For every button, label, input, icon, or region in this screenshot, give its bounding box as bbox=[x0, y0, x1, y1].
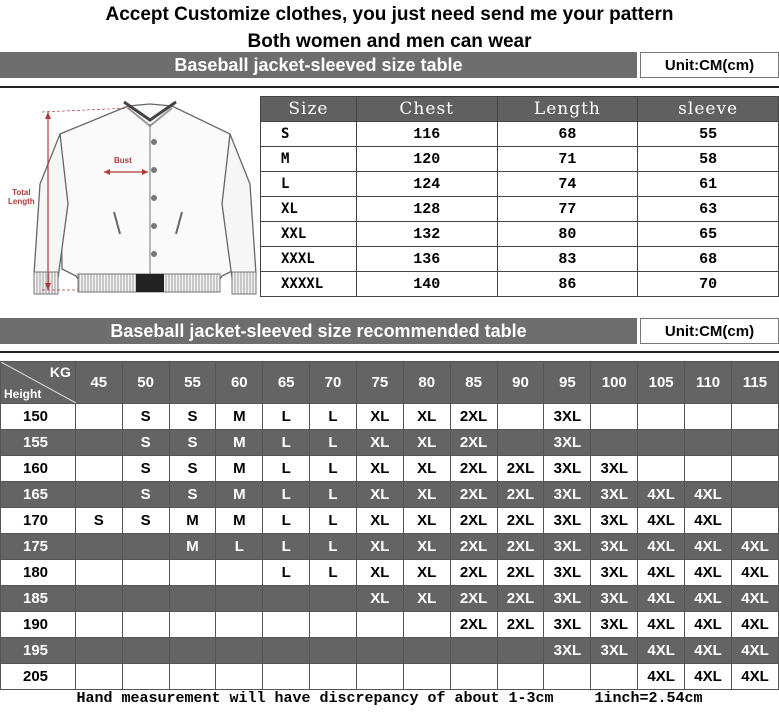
size-recommendation-cell: M bbox=[216, 508, 263, 534]
size-recommendation-cell: L bbox=[263, 508, 310, 534]
size-recommendation-cell: 2XL bbox=[450, 508, 497, 534]
length-cell: 68 bbox=[497, 122, 638, 147]
size-recommendation-cell bbox=[638, 404, 685, 430]
size-recommendation-cell: 4XL bbox=[731, 586, 778, 612]
divider bbox=[0, 86, 779, 88]
size-recommendation-cell: M bbox=[216, 482, 263, 508]
size-table-row bbox=[261, 172, 779, 197]
sleeve-header: sleeve bbox=[638, 97, 779, 122]
chest-cell: 140 bbox=[356, 272, 497, 297]
size-recommendation-cell bbox=[731, 482, 778, 508]
rec-table-row bbox=[1, 508, 779, 534]
weight-header: 90 bbox=[497, 362, 544, 404]
weight-header: 70 bbox=[310, 362, 357, 404]
size-recommendation-cell: XL bbox=[403, 404, 450, 430]
rec-table-row bbox=[1, 430, 779, 456]
weight-header: 55 bbox=[169, 362, 216, 404]
size-recommendation-cell bbox=[169, 612, 216, 638]
size-cell: M bbox=[261, 147, 357, 172]
size-recommendation-cell: 3XL bbox=[544, 430, 591, 456]
rec-table-row bbox=[1, 586, 779, 612]
weight-header: 60 bbox=[216, 362, 263, 404]
height-cell: 155 bbox=[1, 430, 76, 456]
height-cell: 190 bbox=[1, 612, 76, 638]
size-recommendation-cell bbox=[169, 560, 216, 586]
size-recommendation-cell bbox=[731, 508, 778, 534]
size-recommendation-cell: 3XL bbox=[591, 586, 638, 612]
total-length-label bbox=[8, 188, 35, 206]
size-recommendation-cell: 2XL bbox=[450, 404, 497, 430]
weight-header: 50 bbox=[122, 362, 169, 404]
size-recommendation-cell bbox=[731, 404, 778, 430]
bust-label: Bust bbox=[114, 156, 132, 165]
size-recommendation-cell bbox=[216, 560, 263, 586]
size-recommendation-cell bbox=[216, 586, 263, 612]
rec-table-row bbox=[1, 560, 779, 586]
chest-cell: 136 bbox=[356, 247, 497, 272]
size-recommendation-cell: M bbox=[169, 534, 216, 560]
size-recommendation-cell: 3XL bbox=[544, 638, 591, 664]
size-recommendation-cell bbox=[310, 638, 357, 664]
size-cell: XXL bbox=[261, 222, 357, 247]
size-recommendation-cell bbox=[263, 586, 310, 612]
size-recommendation-cell: L bbox=[310, 430, 357, 456]
size-recommendation-cell: 3XL bbox=[544, 456, 591, 482]
chest-cell: 128 bbox=[356, 197, 497, 222]
size-recommendation-cell: 3XL bbox=[591, 456, 638, 482]
size-recommendation-cell bbox=[497, 404, 544, 430]
weight-header: 45 bbox=[75, 362, 122, 404]
size-recommendation-cell bbox=[169, 586, 216, 612]
length-cell: 71 bbox=[497, 147, 638, 172]
size-table-row bbox=[261, 222, 779, 247]
size-recommendation-cell: L bbox=[310, 404, 357, 430]
size-recommendation-cell: 4XL bbox=[638, 508, 685, 534]
size-recommendation-cell: XL bbox=[403, 456, 450, 482]
size-recommendation-cell: L bbox=[216, 534, 263, 560]
size-recommendation-cell: 3XL bbox=[591, 638, 638, 664]
size-recommendation-cell: XL bbox=[356, 430, 403, 456]
size-recommendation-cell bbox=[497, 638, 544, 664]
size-recommendation-cell: XL bbox=[356, 482, 403, 508]
size-cell: XXXXL bbox=[261, 272, 357, 297]
size-recommendation-cell: 3XL bbox=[591, 534, 638, 560]
size-recommendation-cell bbox=[591, 404, 638, 430]
size-recommendation-cell: S bbox=[169, 482, 216, 508]
size-recommendation-cell: S bbox=[122, 508, 169, 534]
sleeve-cell: 58 bbox=[638, 147, 779, 172]
size-recommendation-cell: 4XL bbox=[731, 612, 778, 638]
size-recommendation-cell: L bbox=[310, 560, 357, 586]
size-recommendation-cell: S bbox=[75, 508, 122, 534]
size-recommendation-cell bbox=[75, 560, 122, 586]
size-table-row bbox=[261, 272, 779, 297]
size-recommendation-cell bbox=[685, 456, 732, 482]
size-recommendation-cell: M bbox=[216, 456, 263, 482]
size-cell: XXXL bbox=[261, 247, 357, 272]
height-cell: 150 bbox=[1, 404, 76, 430]
size-recommendation-cell: 4XL bbox=[638, 534, 685, 560]
divider bbox=[0, 351, 779, 353]
size-recommendation-cell bbox=[122, 586, 169, 612]
size-recommendation-cell: S bbox=[169, 456, 216, 482]
size-cell: S bbox=[261, 122, 357, 147]
size-recommendation-cell bbox=[450, 638, 497, 664]
length-cell: 77 bbox=[497, 197, 638, 222]
height-cell: 180 bbox=[1, 560, 76, 586]
size-recommendation-cell: S bbox=[122, 482, 169, 508]
size-recommendation-cell: S bbox=[169, 404, 216, 430]
size-recommendation-cell: 2XL bbox=[450, 456, 497, 482]
rec-table-row bbox=[1, 534, 779, 560]
headline-1: Accept Customize clothes, you just need send me your pattern bbox=[105, 4, 674, 25]
size-recommendation-cell bbox=[685, 404, 732, 430]
size-recommendation-cell bbox=[685, 430, 732, 456]
weight-header: 100 bbox=[591, 362, 638, 404]
size-recommendation-cell bbox=[731, 456, 778, 482]
size-recommendation-cell: 4XL bbox=[685, 560, 732, 586]
height-cell: 185 bbox=[1, 586, 76, 612]
size-recommendation-cell: 4XL bbox=[685, 638, 732, 664]
size-recommendation-cell: M bbox=[169, 508, 216, 534]
chest-header: Chest bbox=[356, 97, 497, 122]
size-recommendation-cell bbox=[263, 638, 310, 664]
size-recommendation-cell bbox=[591, 430, 638, 456]
size-recommendation-cell: L bbox=[263, 560, 310, 586]
size-recommendation-cell: 4XL bbox=[638, 482, 685, 508]
size-recommendation-cell: 4XL bbox=[685, 612, 732, 638]
size-recommendation-cell: 4XL bbox=[638, 560, 685, 586]
size-recommendation-cell: XL bbox=[356, 456, 403, 482]
size-recommendation-cell: 3XL bbox=[544, 560, 591, 586]
size-recommendation-cell: 3XL bbox=[544, 534, 591, 560]
height-cell: 165 bbox=[1, 482, 76, 508]
size-recommendation-cell bbox=[122, 560, 169, 586]
size-table-row bbox=[261, 247, 779, 272]
size-recommendation-cell bbox=[216, 638, 263, 664]
weight-header: 80 bbox=[403, 362, 450, 404]
rec-table-row bbox=[1, 456, 779, 482]
jacket-illustration bbox=[0, 94, 258, 311]
size-table-unit: Unit:CM(cm) bbox=[640, 52, 779, 78]
size-recommendation-cell bbox=[497, 430, 544, 456]
chest-cell: 120 bbox=[356, 147, 497, 172]
size-recommendation-cell: 2XL bbox=[450, 560, 497, 586]
size-recommendation-cell: S bbox=[122, 430, 169, 456]
size-recommendation-cell: XL bbox=[403, 560, 450, 586]
size-recommendation-cell: L bbox=[263, 534, 310, 560]
size-recommendation-cell: L bbox=[263, 482, 310, 508]
size-recommendation-cell: XL bbox=[356, 586, 403, 612]
size-recommendation-cell: XL bbox=[403, 482, 450, 508]
size-recommendation-cell: L bbox=[263, 430, 310, 456]
size-recommendation-cell bbox=[638, 456, 685, 482]
size-recommendation-cell: 4XL bbox=[685, 482, 732, 508]
recommendation-table bbox=[0, 361, 779, 690]
inch-conversion: 1inch=2.54cm bbox=[594, 690, 703, 707]
size-recommendation-cell: L bbox=[310, 482, 357, 508]
size-recommendation-cell bbox=[122, 638, 169, 664]
size-recommendation-cell bbox=[75, 534, 122, 560]
size-recommendation-cell: XL bbox=[403, 534, 450, 560]
size-cell: L bbox=[261, 172, 357, 197]
corner-height-label: Height bbox=[4, 387, 42, 401]
size-recommendation-cell: 3XL bbox=[544, 586, 591, 612]
size-recommendation-cell: XL bbox=[356, 508, 403, 534]
size-recommendation-cell bbox=[75, 404, 122, 430]
size-recommendation-cell bbox=[356, 612, 403, 638]
size-recommendation-cell: S bbox=[169, 430, 216, 456]
height-cell: 175 bbox=[1, 534, 76, 560]
size-recommendation-cell: 4XL bbox=[731, 560, 778, 586]
total-length-label-2: Length bbox=[8, 197, 35, 206]
size-recommendation-cell bbox=[731, 430, 778, 456]
size-recommendation-cell: 2XL bbox=[450, 482, 497, 508]
size-cell: XL bbox=[261, 197, 357, 222]
size-table-header-row bbox=[261, 97, 779, 122]
size-recommendation-cell: 3XL bbox=[591, 560, 638, 586]
size-recommendation-cell bbox=[75, 482, 122, 508]
weight-header: 85 bbox=[450, 362, 497, 404]
sleeve-cell: 68 bbox=[638, 247, 779, 272]
size-recommendation-cell: M bbox=[216, 430, 263, 456]
size-recommendation-cell: 4XL bbox=[638, 664, 685, 690]
rec-table-title: Baseball jacket-sleeved size recommended table bbox=[0, 318, 637, 344]
size-recommendation-cell: 3XL bbox=[591, 482, 638, 508]
size-table-row bbox=[261, 122, 779, 147]
size-recommendation-cell bbox=[310, 612, 357, 638]
weight-header: 110 bbox=[685, 362, 732, 404]
weight-header: 105 bbox=[638, 362, 685, 404]
size-recommendation-cell: 3XL bbox=[591, 612, 638, 638]
size-recommendation-cell bbox=[122, 534, 169, 560]
size-recommendation-cell bbox=[638, 430, 685, 456]
size-recommendation-cell: 3XL bbox=[544, 404, 591, 430]
rec-table-row bbox=[1, 482, 779, 508]
size-recommendation-cell: 2XL bbox=[497, 508, 544, 534]
rec-table-row bbox=[1, 612, 779, 638]
size-recommendation-cell: 2XL bbox=[450, 612, 497, 638]
length-cell: 74 bbox=[497, 172, 638, 197]
headline-2: Both women and men can wear bbox=[247, 31, 532, 52]
size-recommendation-cell: XL bbox=[403, 586, 450, 612]
size-recommendation-cell bbox=[75, 612, 122, 638]
size-recommendation-cell: 4XL bbox=[685, 586, 732, 612]
size-recommendation-cell bbox=[403, 638, 450, 664]
height-cell: 195 bbox=[1, 638, 76, 664]
size-recommendation-cell: XL bbox=[356, 404, 403, 430]
size-recommendation-cell: XL bbox=[403, 508, 450, 534]
sleeve-cell: 55 bbox=[638, 122, 779, 147]
corner-kg-label: KG bbox=[49, 364, 71, 380]
size-recommendation-cell: 4XL bbox=[731, 664, 778, 690]
weight-header: 115 bbox=[731, 362, 778, 404]
footer bbox=[0, 686, 779, 712]
size-recommendation-cell: 3XL bbox=[544, 508, 591, 534]
size-recommendation-cell: 4XL bbox=[731, 534, 778, 560]
size-recommendation-cell: L bbox=[310, 534, 357, 560]
size-recommendation-cell: 2XL bbox=[497, 534, 544, 560]
size-recommendation-cell: 2XL bbox=[497, 586, 544, 612]
size-recommendation-cell bbox=[75, 430, 122, 456]
size-table-row bbox=[261, 147, 779, 172]
sleeve-cell: 63 bbox=[638, 197, 779, 222]
size-recommendation-cell: XL bbox=[356, 534, 403, 560]
height-cell: 170 bbox=[1, 508, 76, 534]
size-recommendation-cell bbox=[403, 612, 450, 638]
size-recommendation-cell: 4XL bbox=[685, 664, 732, 690]
size-recommendation-cell: 2XL bbox=[497, 612, 544, 638]
length-header: Length bbox=[497, 97, 638, 122]
size-recommendation-cell: S bbox=[122, 404, 169, 430]
size-recommendation-cell bbox=[75, 586, 122, 612]
size-recommendation-cell: 4XL bbox=[731, 638, 778, 664]
length-cell: 83 bbox=[497, 247, 638, 272]
chest-cell: 132 bbox=[356, 222, 497, 247]
size-recommendation-cell: 2XL bbox=[497, 456, 544, 482]
sleeve-cell: 61 bbox=[638, 172, 779, 197]
size-recommendation-cell bbox=[356, 638, 403, 664]
size-recommendation-cell bbox=[122, 612, 169, 638]
size-recommendation-cell: 2XL bbox=[450, 586, 497, 612]
size-recommendation-cell bbox=[263, 612, 310, 638]
length-cell: 80 bbox=[497, 222, 638, 247]
size-recommendation-cell bbox=[75, 638, 122, 664]
size-recommendation-cell: S bbox=[122, 456, 169, 482]
size-recommendation-cell: 4XL bbox=[638, 612, 685, 638]
corner-cell bbox=[1, 362, 76, 404]
height-cell: 205 bbox=[1, 664, 76, 690]
size-recommendation-cell: 4XL bbox=[685, 508, 732, 534]
size-recommendation-cell: XL bbox=[403, 430, 450, 456]
size-recommendation-cell: 4XL bbox=[638, 586, 685, 612]
size-recommendation-cell: 3XL bbox=[544, 612, 591, 638]
chest-cell: 116 bbox=[356, 122, 497, 147]
size-recommendation-cell: 2XL bbox=[497, 560, 544, 586]
size-header: Size bbox=[261, 97, 357, 122]
size-recommendation-cell: XL bbox=[356, 560, 403, 586]
size-recommendation-cell: 3XL bbox=[544, 482, 591, 508]
rec-table-row bbox=[1, 638, 779, 664]
sleeve-cell: 70 bbox=[638, 272, 779, 297]
size-recommendation-cell: L bbox=[310, 508, 357, 534]
size-recommendation-cell: M bbox=[216, 404, 263, 430]
discrepancy-note: Hand measurement will have discrepancy of about 1-3cm bbox=[76, 690, 554, 707]
size-recommendation-cell: 2XL bbox=[450, 430, 497, 456]
weight-header: 75 bbox=[356, 362, 403, 404]
size-recommendation-cell bbox=[310, 586, 357, 612]
rec-table-unit: Unit:CM(cm) bbox=[640, 318, 779, 344]
total-length-label-1: Total bbox=[12, 188, 31, 197]
size-table bbox=[260, 96, 779, 297]
rec-table-row bbox=[1, 404, 779, 430]
size-recommendation-cell bbox=[169, 638, 216, 664]
size-recommendation-cell: L bbox=[263, 456, 310, 482]
size-recommendation-cell: 4XL bbox=[638, 638, 685, 664]
rec-table-header-row bbox=[1, 362, 779, 404]
size-table-title: Baseball jacket-sleeved size table bbox=[0, 52, 637, 78]
size-recommendation-cell: 4XL bbox=[685, 534, 732, 560]
size-recommendation-cell bbox=[75, 456, 122, 482]
size-recommendation-cell: L bbox=[263, 404, 310, 430]
size-recommendation-cell: 2XL bbox=[497, 482, 544, 508]
size-recommendation-cell: L bbox=[310, 456, 357, 482]
weight-header: 65 bbox=[263, 362, 310, 404]
size-recommendation-cell: 3XL bbox=[591, 508, 638, 534]
weight-header: 95 bbox=[544, 362, 591, 404]
size-recommendation-cell: 2XL bbox=[450, 534, 497, 560]
sleeve-cell: 65 bbox=[638, 222, 779, 247]
length-cell: 86 bbox=[497, 272, 638, 297]
height-cell: 160 bbox=[1, 456, 76, 482]
size-table-row bbox=[261, 197, 779, 222]
size-recommendation-cell bbox=[216, 612, 263, 638]
chest-cell: 124 bbox=[356, 172, 497, 197]
